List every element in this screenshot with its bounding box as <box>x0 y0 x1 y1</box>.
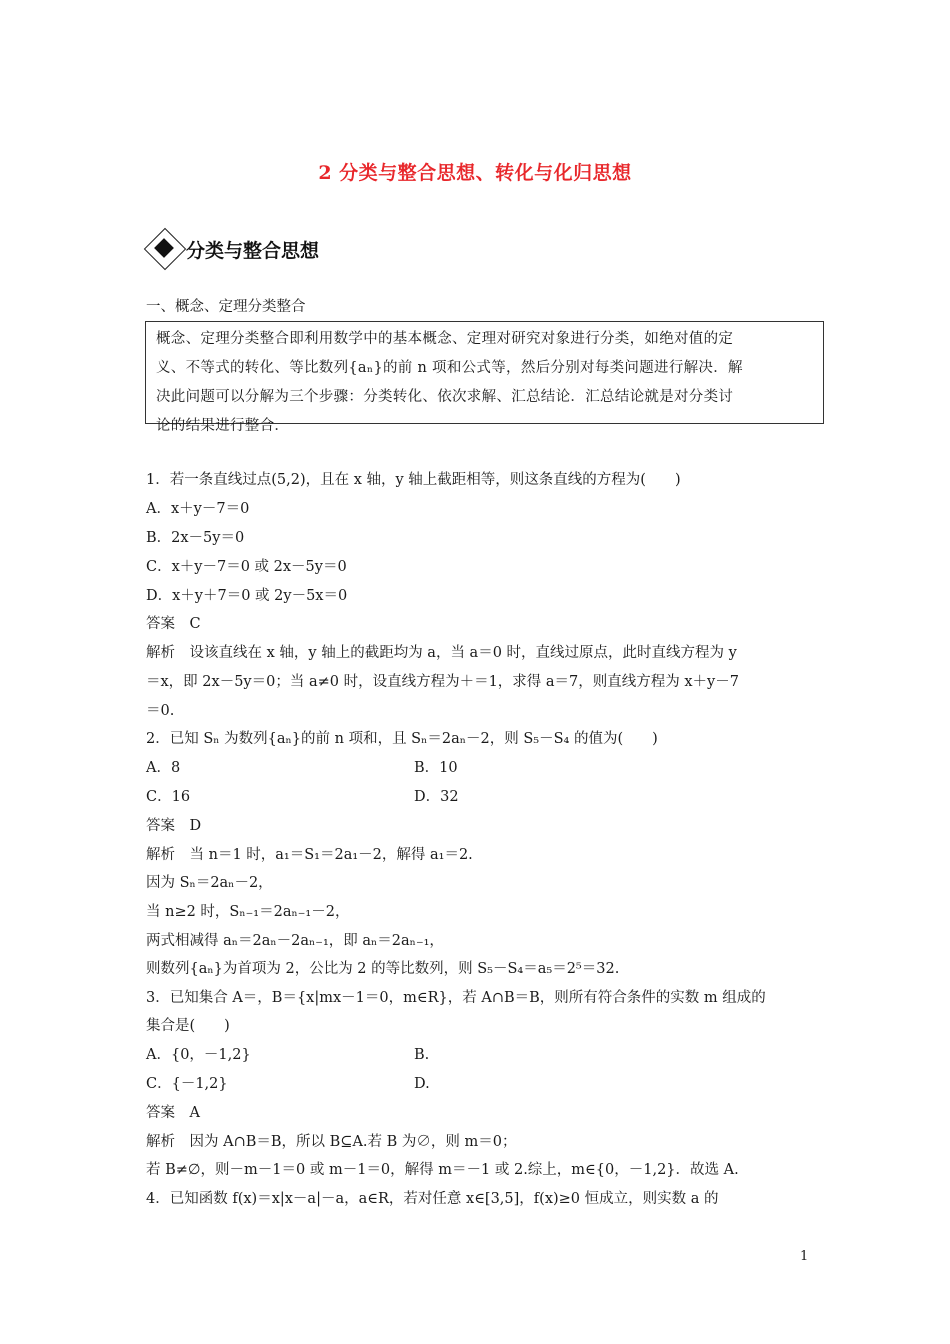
q3-analysis-line: 解析 因为 A∩B＝B，所以 B⊆A.若 B 为∅，则 m＝0； <box>146 1134 517 1150</box>
page-title: 2 分类与整合思想、转化与化归思想 <box>318 162 632 184</box>
q3-stem: 3．已知集合 A＝，B＝{x|mx－1＝0，m∈R}，若 A∩B＝B，则所有符合条件的实数 m 组成的 <box>146 990 766 1006</box>
q3-option-d: D. <box>414 1076 430 1092</box>
q3-option-b: B. <box>414 1047 430 1063</box>
page-number: 1 <box>800 1249 809 1264</box>
q2-stem: 2．已知 Sₙ 为数列{aₙ}的前 n 项和，且 Sₙ＝2aₙ－2，则 S₅－S₄ 的值为( ) <box>146 731 658 747</box>
q1-option-d: D．x＋y＋7＝0 或 2y－5x＝0 <box>146 588 348 604</box>
q4-stem: 4．已知函数 f(x)＝x|x－a|－a，a∈R，若对任意 x∈[3,5]，f(x)≥0 恒成立，则实数 a 的 <box>146 1191 719 1207</box>
q1-stem: 1．若一条直线过点(5,2)，且在 x 轴，y 轴上截距相等，则这条直线的方程为( ) <box>146 472 681 488</box>
q2-option-b: B．10 <box>414 760 458 776</box>
box-line: 论的结果进行整合． <box>156 418 290 434</box>
q1-analysis-line: ＝x，即 2x－5y＝0；当 a≠0 时，设直线方程为＋＝1，求得 a＝7，则直线方程为 x＋y－7 <box>146 674 739 690</box>
q2-analysis-line: 则数列{aₙ}为首项为 2，公比为 2 的等比数列，则 S₅－S₄＝a₅＝2⁵＝32. <box>146 961 620 977</box>
box-line: 决此问题可以分解为三个步骤：分类转化、依次求解、汇总结论．汇总结论就是对分类讨 <box>156 389 734 405</box>
concept-box <box>145 321 824 434</box>
q1-option-c: C．x＋y－7＝0 或 2x－5y＝0 <box>146 559 347 575</box>
q3-answer: 答案 A <box>146 1105 200 1121</box>
q2-analysis-line: 两式相减得 aₙ＝2aₙ－2aₙ₋₁，即 aₙ＝2aₙ₋₁， <box>146 933 444 949</box>
q2-option-c: C．16 <box>146 789 191 805</box>
section-title: 分类与整合思想 <box>186 240 320 262</box>
q2-option-d: D．32 <box>414 789 459 805</box>
q3-stem: 集合是( ) <box>146 1018 230 1034</box>
q2-analysis-line: 因为 Sₙ＝2aₙ－2， <box>146 875 273 891</box>
q3-option-a: A．{0，－1,2} <box>146 1047 251 1063</box>
q2-analysis-line: 当 n≥2 时，Sₙ₋₁＝2aₙ₋₁－2， <box>146 904 350 920</box>
q2-answer: 答案 D <box>146 818 202 834</box>
q1-analysis-line: ＝0. <box>146 703 175 719</box>
q1-answer: 答案 C <box>146 616 201 632</box>
q3-option-c: C．{－1,2} <box>146 1076 228 1092</box>
box-line: 义、不等式的转化、等比数列{aₙ}的前 n 项和公式等，然后分别对每类问题进行解决．解 <box>156 360 743 376</box>
q1-option-b: B．2x－5y＝0 <box>146 530 245 546</box>
box-line: 概念、定理分类整合即利用数学中的基本概念、定理对研究对象进行分类，如绝对值的定 <box>156 331 734 347</box>
q2-analysis-line: 解析 当 n＝1 时，a₁＝S₁＝2a₁－2，解得 a₁＝2. <box>146 847 473 863</box>
q1-analysis-line: 解析 设该直线在 x 轴，y 轴上的截距均为 a，当 a＝0 时，直线过原点，此时直线方程为 y <box>146 645 737 661</box>
q1-option-a: A．x＋y－7＝0 <box>146 501 250 517</box>
subsection-heading: 一、概念、定理分类整合 <box>146 299 306 315</box>
q3-analysis-line: 若 B≠∅，则－m－1＝0 或 m－1＝0，解得 m＝－1 或 2.综上，m∈{0，－1,2}．故选 A. <box>146 1162 739 1178</box>
q2-option-a: A．8 <box>146 760 181 776</box>
